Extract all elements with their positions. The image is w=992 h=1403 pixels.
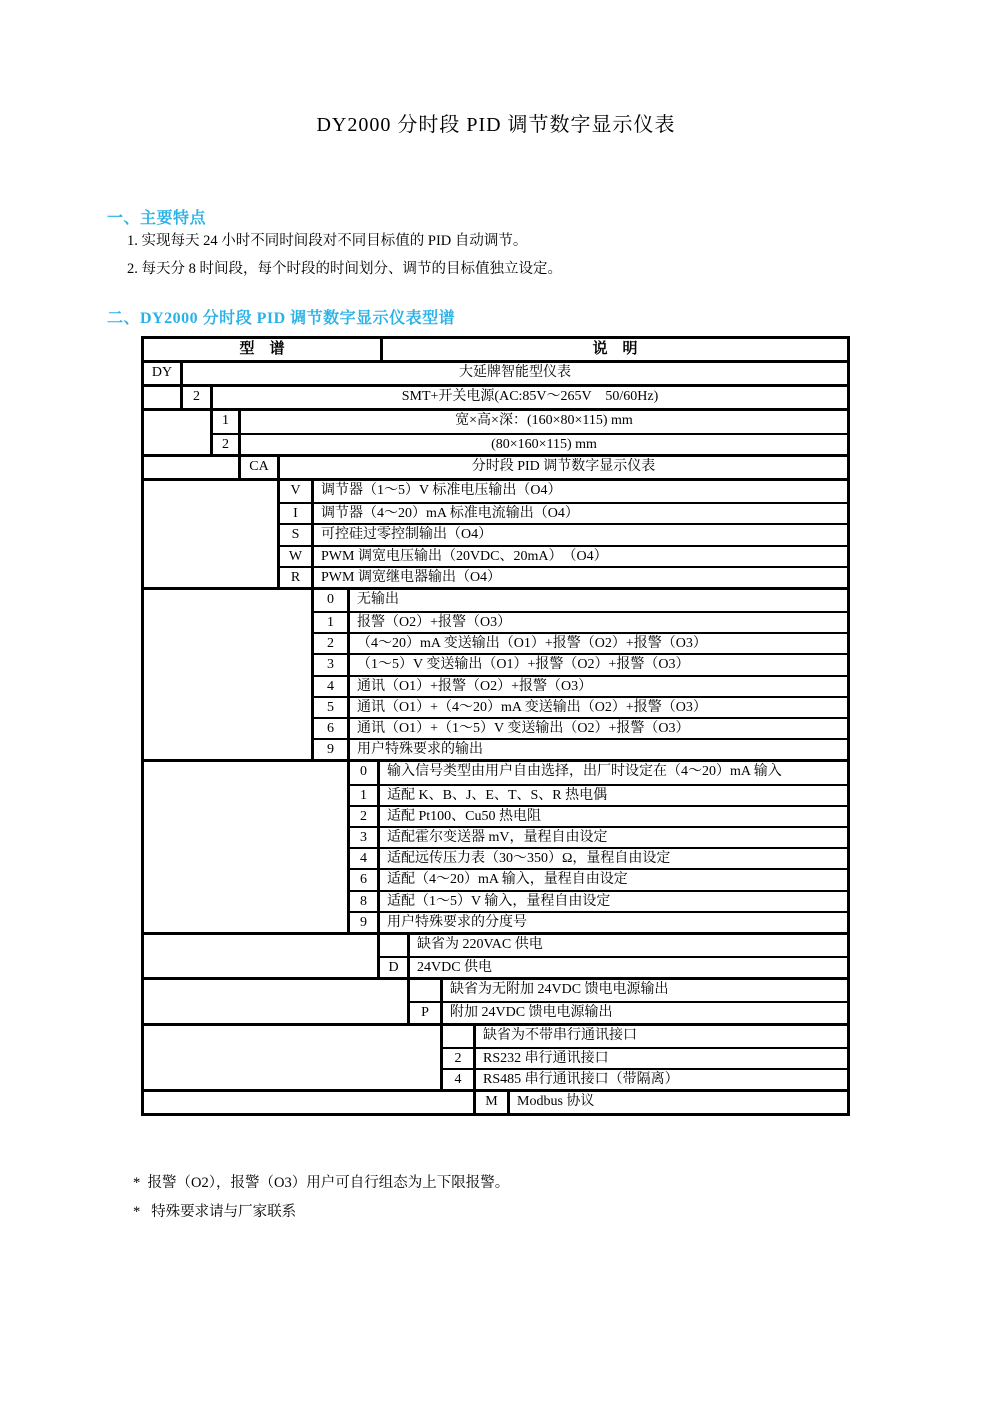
table-row bbox=[380, 935, 847, 956]
model-code-cell: 1 bbox=[314, 613, 350, 632]
table-row bbox=[314, 653, 847, 674]
table-row bbox=[280, 502, 847, 523]
model-description-cell: 用户特殊要求的分度号 bbox=[387, 914, 527, 930]
table-group-spacer bbox=[144, 935, 380, 977]
table-row bbox=[350, 784, 847, 805]
model-description-cell: 用户特殊要求的输出 bbox=[357, 742, 483, 758]
model-code-cell: M bbox=[476, 1092, 510, 1113]
table-group-spacer bbox=[144, 1092, 476, 1113]
model-description-cell: 报警（O2）+报警（O3） bbox=[357, 615, 512, 631]
table-group bbox=[144, 590, 847, 763]
model-code-cell: 2 bbox=[350, 807, 380, 826]
model-description-cell: 缺省为 220VAC 供电 bbox=[417, 936, 543, 952]
model-code-cell: 2 bbox=[443, 1049, 476, 1068]
model-spectrum-table bbox=[141, 336, 850, 1116]
model-description-cell: 调节器（1～5）V 标准电压输出（O4） bbox=[321, 482, 562, 498]
model-code-cell: 2 bbox=[183, 387, 213, 408]
model-code-cell: R bbox=[280, 568, 314, 587]
model-description-cell: 适配（1～5）V 输入，量程自由设定 bbox=[387, 893, 611, 909]
table-row bbox=[476, 1092, 847, 1113]
model-description-cell: 无输出 bbox=[357, 591, 399, 607]
table-row bbox=[241, 457, 847, 478]
table-row bbox=[213, 433, 847, 454]
model-code-cell bbox=[410, 980, 443, 1001]
model-description-cell: 附加 24VDC 馈电电源输出 bbox=[450, 1005, 613, 1021]
model-description-cell: 适配霍尔变送器 mV，量程自由设定 bbox=[387, 829, 608, 845]
feature-item-1: 1. 实现每天 24 小时不同时间段对不同目标值的 PID 自动调节。 bbox=[127, 233, 528, 249]
model-code-cell: 1 bbox=[213, 411, 241, 432]
model-code-cell bbox=[380, 935, 410, 956]
document-title: DY2000 分时段 PID 调节数字显示仪表 bbox=[316, 114, 676, 136]
table-row bbox=[350, 805, 847, 826]
table-group bbox=[144, 1092, 847, 1113]
table-group bbox=[144, 481, 847, 590]
model-code-cell: DY bbox=[144, 363, 183, 384]
model-description-cell: 适配（4～20）mA 输入，量程自由设定 bbox=[387, 872, 628, 888]
footnote-alarm-note: * 报警（O2），报警（O3）用户可自行组态为上下限报警。 bbox=[133, 1175, 510, 1191]
model-description-cell: （4～20）mA 变送输出（O1）+报警（O2）+报警（O3） bbox=[357, 636, 707, 652]
table-group-spacer bbox=[144, 457, 241, 478]
footnote-special-request: * 特殊要求请与厂家联系 bbox=[133, 1203, 297, 1220]
table-row bbox=[410, 980, 847, 1001]
table-row bbox=[213, 411, 847, 432]
table-group bbox=[144, 363, 847, 387]
model-description-cell: RS485 串行通讯接口（带隔离） bbox=[483, 1072, 679, 1087]
model-code-cell: 1 bbox=[350, 786, 380, 805]
model-description-cell: 分时段 PID 调节数字显示仪表 bbox=[471, 458, 656, 474]
table-row bbox=[183, 387, 847, 408]
model-description-cell: Modbus 协议 bbox=[517, 1094, 595, 1110]
model-code-cell bbox=[443, 1026, 476, 1047]
table-row bbox=[443, 1047, 847, 1068]
model-description-cell: 缺省为无附加 24VDC 馈电电源输出 bbox=[450, 982, 669, 998]
model-description-cell: 大延牌智能型仪表 bbox=[459, 365, 571, 380]
table-row bbox=[350, 890, 847, 911]
model-code-cell: D bbox=[380, 958, 410, 977]
model-code-cell: 0 bbox=[314, 590, 350, 611]
footnotes bbox=[133, 1173, 509, 1230]
model-code-cell: 0 bbox=[350, 762, 380, 783]
model-description-cell: 缺省为不带串行通讯接口 bbox=[483, 1027, 637, 1043]
table-group bbox=[144, 387, 847, 411]
table-row bbox=[314, 738, 847, 759]
model-description-cell: RS232 串行通讯接口 bbox=[483, 1050, 609, 1066]
table-group-spacer bbox=[144, 762, 350, 932]
table-group bbox=[144, 980, 847, 1025]
table-row bbox=[443, 1068, 847, 1089]
table-row bbox=[350, 826, 847, 847]
table-group bbox=[144, 935, 847, 980]
table-group-spacer bbox=[144, 411, 213, 453]
table-group bbox=[144, 457, 847, 481]
table-row bbox=[380, 956, 847, 977]
model-code-cell: S bbox=[280, 525, 314, 544]
table-row bbox=[144, 363, 847, 384]
feature-list bbox=[127, 231, 562, 287]
model-description-cell: 输入信号类型由用户自由选择，出厂时设定在（4～20）mA 输入 bbox=[387, 764, 782, 780]
table-row bbox=[410, 1001, 847, 1022]
model-code-cell: 6 bbox=[314, 719, 350, 738]
model-description-cell: （1～5）V 变送输出（O1）+报警（O2）+报警（O3） bbox=[357, 657, 690, 673]
table-group-spacer bbox=[144, 980, 410, 1022]
table-group-spacer bbox=[144, 1026, 443, 1090]
table-row bbox=[314, 611, 847, 632]
table-group-spacer bbox=[144, 387, 183, 408]
model-code-cell: V bbox=[280, 481, 314, 502]
table-row bbox=[280, 566, 847, 587]
model-code-cell: 5 bbox=[314, 698, 350, 717]
model-code-cell: 2 bbox=[213, 435, 241, 454]
model-code-cell: 3 bbox=[314, 655, 350, 674]
model-description-cell: 通讯（O1）+（1～5）V 变送输出（O2）+报警（O3） bbox=[357, 721, 690, 736]
model-code-cell: 9 bbox=[350, 913, 380, 932]
table-group bbox=[144, 762, 847, 935]
section2-heading: 二、DY2000 分时段 PID 调节数字显示仪表型谱 bbox=[107, 310, 456, 327]
table-header-row bbox=[144, 339, 847, 363]
model-description-cell: 宽×高×深：(160×80×115) mm bbox=[455, 413, 633, 429]
table-header-model: 型 谱 bbox=[144, 339, 383, 360]
model-code-cell: 9 bbox=[314, 740, 350, 759]
model-description-cell: PWM 调宽电压输出（20VDC、20mA） （O4） bbox=[321, 548, 608, 564]
table-row bbox=[314, 696, 847, 717]
model-description-cell: 通讯（O1）+报警（O2）+报警（O3） bbox=[357, 678, 593, 694]
table-group-spacer bbox=[144, 481, 280, 587]
table-row bbox=[350, 911, 847, 932]
model-description-cell: 24VDC 供电 bbox=[417, 960, 493, 976]
model-code-cell: 2 bbox=[314, 634, 350, 653]
model-code-cell: 4 bbox=[443, 1070, 476, 1089]
model-code-cell: 8 bbox=[350, 892, 380, 911]
model-description-cell: SMT+开关电源(AC:85V～265V 50/60Hz) bbox=[401, 389, 659, 405]
model-description-cell: 通讯（O1）+（4～20）mA 变送输出（O2）+报警（O3） bbox=[357, 699, 707, 715]
model-description-cell: 调节器（4～20）mA 标准电流输出（O4） bbox=[321, 506, 579, 522]
model-code-cell: 4 bbox=[350, 849, 380, 868]
model-description-cell: 适配远传压力表（30～350）Ω，量程自由设定 bbox=[387, 851, 671, 867]
table-row bbox=[314, 717, 847, 738]
model-code-cell: 6 bbox=[350, 870, 380, 889]
model-description-cell: 适配 Pt100、Cu50 热电阻 bbox=[387, 808, 542, 824]
table-row bbox=[443, 1026, 847, 1047]
model-description-cell: (80×160×115) mm bbox=[491, 436, 597, 452]
table-row bbox=[350, 868, 847, 889]
table-row bbox=[280, 545, 847, 566]
table-row bbox=[350, 762, 847, 783]
table-group bbox=[144, 411, 847, 456]
table-row bbox=[350, 847, 847, 868]
model-description-cell: 可控硅过零控制输出（O4） bbox=[321, 527, 493, 543]
model-code-cell: W bbox=[280, 547, 314, 566]
model-table-body bbox=[144, 363, 847, 1113]
table-row bbox=[280, 481, 847, 502]
table-group-spacer bbox=[144, 590, 314, 760]
model-code-cell: 3 bbox=[350, 828, 380, 847]
model-code-cell: P bbox=[410, 1003, 443, 1022]
table-row bbox=[314, 632, 847, 653]
table-row bbox=[280, 523, 847, 544]
table-row bbox=[314, 675, 847, 696]
section1-heading: 一、主要特点 bbox=[107, 210, 207, 227]
model-description-cell: PWM 调宽继电器输出（O4） bbox=[321, 569, 502, 585]
table-group bbox=[144, 1026, 847, 1093]
model-code-cell: I bbox=[280, 504, 314, 523]
model-code-cell: CA bbox=[241, 457, 280, 478]
model-description-cell: 适配 K、B、J、E、T、S、R 热电偶 bbox=[387, 787, 608, 803]
table-row bbox=[314, 590, 847, 611]
table-header-description: 说 明 bbox=[592, 341, 638, 357]
model-code-cell: 4 bbox=[314, 677, 350, 696]
feature-item-2: 2. 每天分 8 时间段，每个时段的时间划分、调节的目标值独立设定。 bbox=[127, 261, 562, 277]
